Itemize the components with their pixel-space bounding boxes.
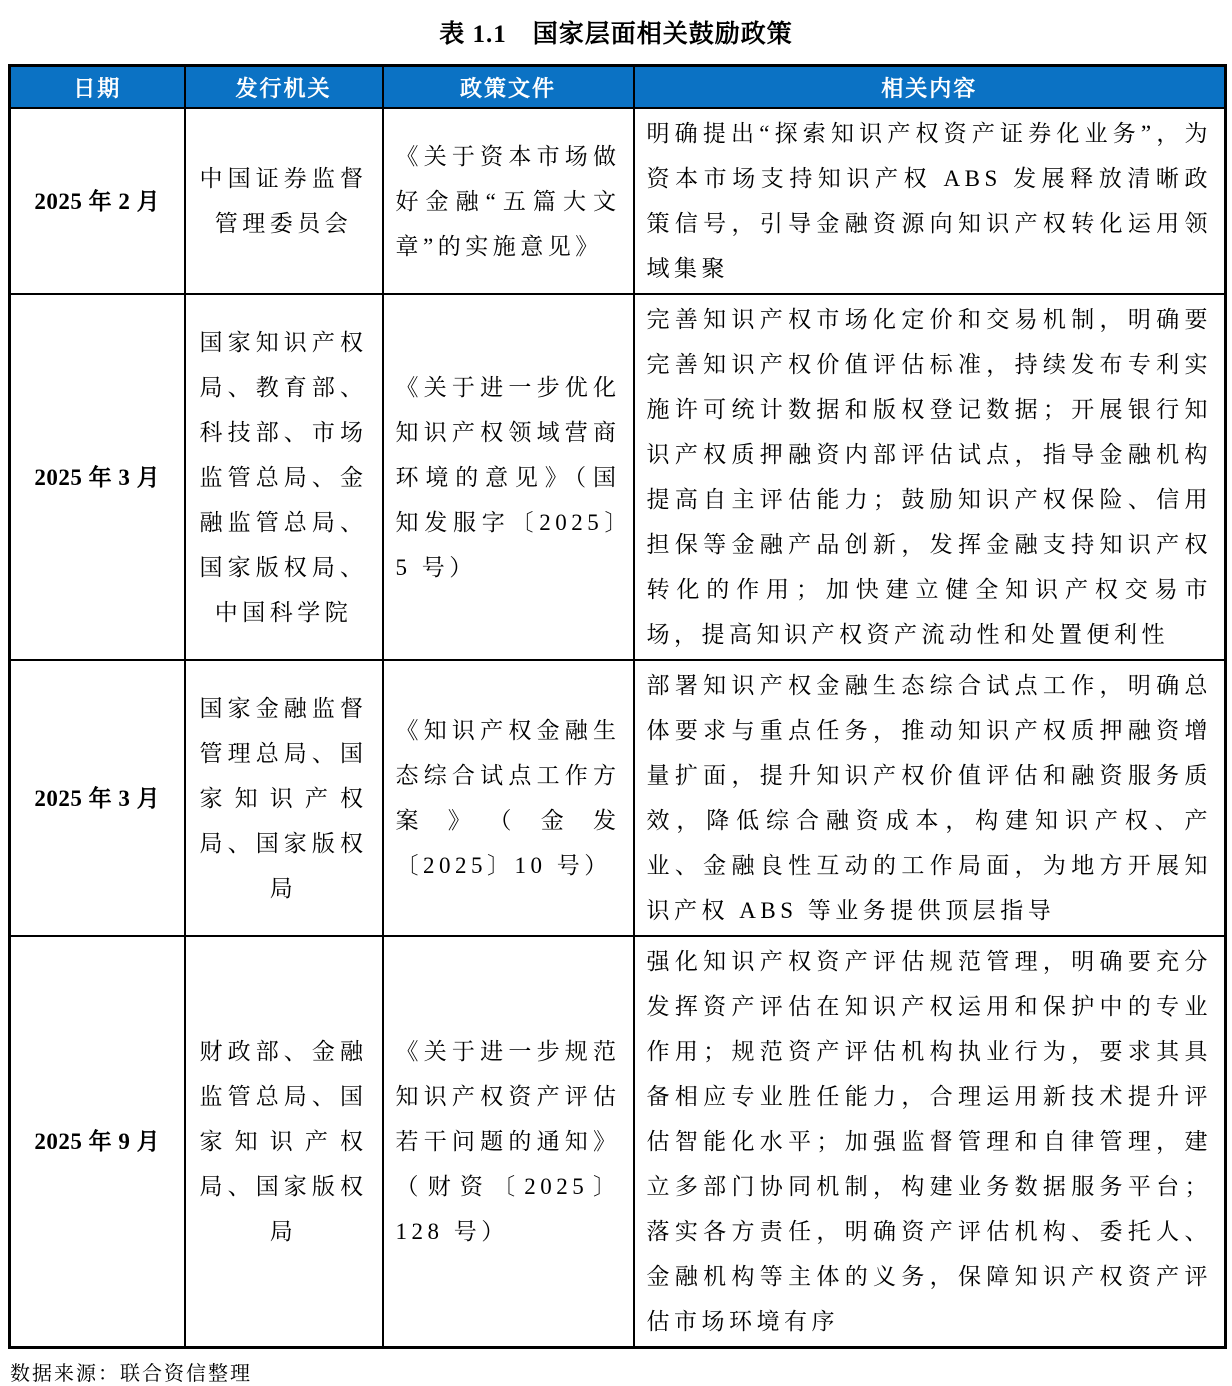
agency-cell: 国家知识产权局、教育部、科技部、市场监管总局、金融监管总局、国家版权局、中国科学院 [185, 294, 383, 660]
column-header-date: 日期 [10, 66, 185, 109]
table-row [10, 936, 1226, 1348]
column-header-document: 政策文件 [383, 66, 634, 109]
document-cell: 《关于进一步优化知识产权领域营商环境的意见》（国知发服字〔2025〕5 号） [383, 294, 634, 660]
document-cell: 《关于进一步规范知识产权资产评估若干问题的通知》（财资〔2025〕128 号） [383, 936, 634, 1348]
agency-cell: 中国证券监督管理委员会 [185, 108, 383, 294]
content-cell: 完善知识产权市场化定价和交易机制，明确要完善知识产权价值评估标准，持续发布专利实施许可统计数据和版权登记数据；开展银行知识产权质押融资内部评估试点，指导金融机构提高自主评估能力；鼓励知识产权保险、信用担保等金融产品创新，发挥金融支持知识产权转化的作用；加快建立健全知识产权交易市场，提高知识产权资产流动性和处置便利性 [634, 294, 1226, 660]
date-cell: 2025 年 3 月 [10, 294, 185, 660]
page-title: 表 1.1 国家层面相关鼓励政策 [439, 21, 793, 48]
date-cell: 2025 年 3 月 [10, 660, 185, 936]
column-header-agency: 发行机关 [185, 66, 383, 109]
policy-table [8, 64, 1227, 1349]
content-cell: 明确提出“探索知识产权资产证券化业务”，为资本市场支持知识产权 ABS 发展释放清晰政策信号，引导金融资源向知识产权转化运用领域集聚 [634, 108, 1226, 294]
document-cell: 《关于资本市场做好金融“五篇大文章”的实施意见》 [383, 108, 634, 294]
agency-cell: 财政部、金融监管总局、国家知识产权局、国家版权局 [185, 936, 383, 1348]
date-cell: 2025 年 2 月 [10, 108, 185, 294]
content-cell: 强化知识产权资产评估规范管理，明确要充分发挥资产评估在知识产权运用和保护中的专业作用；规范资产评估机构执业行为，要求其具备相应专业胜任能力，合理运用新技术提升评估智能化水平；加强监督管理和自律管理，建立多部门协同机制，构建业务数据服务平台；落实各方责任，明确资产评估机构、委托人、金融机构等主体的义务，保障知识产权资产评估市场环境有序 [634, 936, 1226, 1348]
source-note: 数据来源：联合资信整理 [10, 1363, 252, 1385]
table-row [10, 108, 1226, 294]
date-cell: 2025 年 9 月 [10, 936, 185, 1348]
table-header-row [10, 66, 1226, 109]
column-header-content: 相关内容 [634, 66, 1226, 109]
table-row [10, 660, 1226, 936]
table-row [10, 294, 1226, 660]
content-cell: 部署知识产权金融生态综合试点工作，明确总体要求与重点任务，推动知识产权质押融资增量扩面，提升知识产权价值评估和融资服务质效，降低综合融资成本，构建知识产权、产业、金融良性互动的工作局面，为地方开展知识产权 ABS 等业务提供顶层指导 [634, 660, 1226, 936]
document-cell: 《知识产权金融生态综合试点工作方案》（金发〔2025〕10 号） [383, 660, 634, 936]
agency-cell: 国家金融监督管理总局、国家知识产权局、国家版权局 [185, 660, 383, 936]
